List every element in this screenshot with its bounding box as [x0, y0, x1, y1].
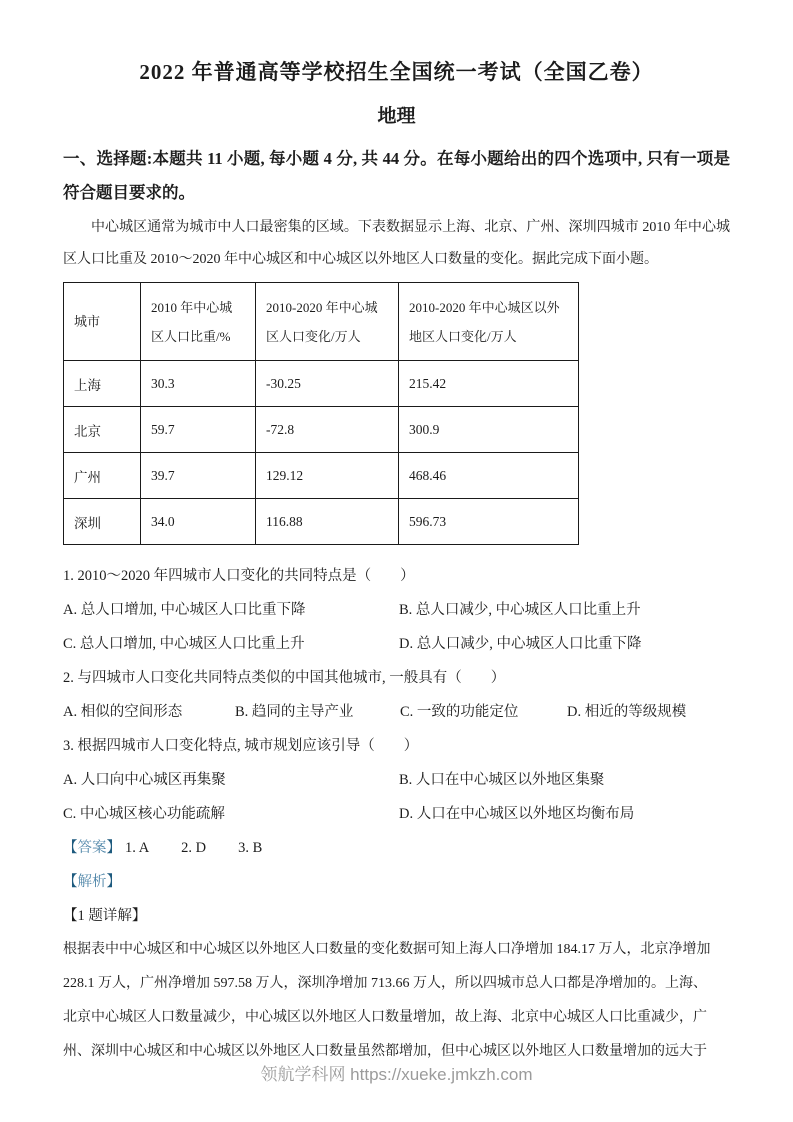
analysis-bracket-close: 】: [106, 874, 121, 890]
answer-values: [125, 831, 262, 865]
table-cell-city: 深圳: [64, 499, 141, 545]
answer-line: [63, 831, 730, 865]
subject-title: 地理: [377, 106, 416, 127]
explanation-line: 228.1 万人，广州净增加 597.58 万人，深圳净增加 713.66 万人，所以四城市总人口都是净增加的。上海、: [63, 976, 707, 991]
table-header-central-change: 2010-2020 年中心城区人口变化/万人: [256, 283, 399, 361]
table-cell-value: 59.7: [141, 407, 256, 453]
page-title: 2022 年普通高等学校招生全国统一考试（全国乙卷）: [139, 60, 654, 84]
table-header-row: [64, 283, 579, 361]
question-3-option-d: D. 人口在中心城区以外地区均衡布局: [399, 806, 635, 822]
table-cell-value: 116.88: [256, 499, 399, 545]
analysis-bracket-open: 【: [63, 874, 78, 890]
question-3-option-b: B. 人口在中心城区以外地区集聚: [399, 772, 605, 788]
footer-watermark: [0, 1060, 793, 1085]
question-3-option-a: A. 人口向中心城区再集聚: [63, 772, 226, 788]
answer-item-3: 3. B: [238, 840, 263, 856]
question-1-stem: 1. 2010～2020 年四城市人口变化的共同特点是（ ）: [63, 568, 415, 584]
table-cell-value: 129.12: [256, 453, 399, 499]
table-cell-city: 上海: [64, 361, 141, 407]
question-3-stem: 3. 根据四城市人口变化特点, 城市规划应该引导（ ）: [63, 738, 419, 754]
table-row-guangzhou: [64, 453, 579, 499]
question-3-option-c: C. 中心城区核心功能疏解: [63, 806, 225, 822]
question-1-option-c: C. 总人口增加, 中心城区人口比重上升: [63, 636, 305, 652]
table-row-shanghai: [64, 361, 579, 407]
table-cell-city: 北京: [64, 407, 141, 453]
table-header-share-2010: 2010 年中心城区人口比重/%: [141, 283, 256, 361]
table-header-outer-change: 2010-2020 年中心城区以外地区人口变化/万人: [399, 283, 579, 361]
answer-bracket-open: 【: [63, 840, 78, 856]
table-cell-value: -30.25: [256, 361, 399, 407]
footer-text: 领航学科网 https://xueke.jmkzh.com: [260, 1065, 533, 1084]
section-heading: 一、选择题:本题共 11 小题, 每小题 4 分, 共 44 分。在每小题给出的四个选项中, 只有一项是符合题目要求的。: [63, 149, 730, 202]
population-table: [63, 282, 579, 545]
explanation-line: 根据表中中心城区和中心城区以外地区人口数量的变化数据可知上海人口净增加 184.17 万人，北京净增加: [63, 942, 711, 957]
intro-paragraph: 中心城区通常为城市中人口最密集的区域。下表数据显示上海、北京、广州、深圳四城市 2010 年中心城区人口比重及 2010～2020 年中心城区和中心城区以外地区人口数量的变化。据此完成下面小题。: [63, 220, 730, 267]
answer-item-2: 2. D: [181, 840, 207, 856]
question-1-option-a: A. 总人口增加, 中心城区人口比重下降: [63, 602, 306, 618]
answer-bracket-close: 】: [106, 840, 121, 856]
question-1-option-b: B. 总人口减少, 中心城区人口比重上升: [399, 602, 641, 618]
question-2-options: [63, 695, 730, 729]
question-2-option-c: C. 一致的功能定位: [400, 704, 519, 720]
question-1-options-ab: [63, 593, 730, 627]
table-cell-value: 39.7: [141, 453, 256, 499]
table-cell-value: 300.9: [399, 407, 579, 453]
table-cell-value: 30.3: [141, 361, 256, 407]
explanation-line: 州、深圳中心城区和中心城区以外地区人口数量虽然都增加，但中心城区以外地区人口数量增加的远大于: [63, 1044, 707, 1059]
question-1-options-cd: [63, 627, 730, 661]
explanation-heading: 【1 题详解】: [63, 908, 147, 924]
table-cell-value: -72.8: [256, 407, 399, 453]
question-2-option-a: A. 相似的空间形态: [63, 704, 183, 720]
table-cell-value: 596.73: [399, 499, 579, 545]
table-row-shenzhen: [64, 499, 579, 545]
table-cell-value: 34.0: [141, 499, 256, 545]
question-block: [63, 559, 730, 1069]
analysis-line: [63, 865, 730, 899]
question-3-options-ab: [63, 763, 730, 797]
answer-label-text: 答案: [77, 840, 107, 856]
answer-item-1: 1. A: [125, 840, 150, 856]
table-cell-value: 468.46: [399, 453, 579, 499]
table-header-city: 城市: [64, 283, 141, 361]
explanation-line: 北京中心城区人口数量减少，中心城区以外地区人口数量增加，故上海、北京中心城区人口比重减少，广: [63, 1010, 707, 1025]
question-1-option-d: D. 总人口减少, 中心城区人口比重下降: [399, 636, 642, 652]
table-cell-value: 215.42: [399, 361, 579, 407]
answer-label: [63, 831, 121, 865]
table-row-beijing: [64, 407, 579, 453]
analysis-label-text: 解析: [77, 874, 107, 890]
question-2-option-b: B. 趋同的主导产业: [235, 704, 354, 720]
question-2-option-d: D. 相近的等级规模: [567, 704, 687, 720]
question-3-options-cd: [63, 797, 730, 831]
question-2-stem: 2. 与四城市人口变化共同特点类似的中国其他城市, 一般具有（ ）: [63, 670, 506, 686]
table-cell-city: 广州: [64, 453, 141, 499]
